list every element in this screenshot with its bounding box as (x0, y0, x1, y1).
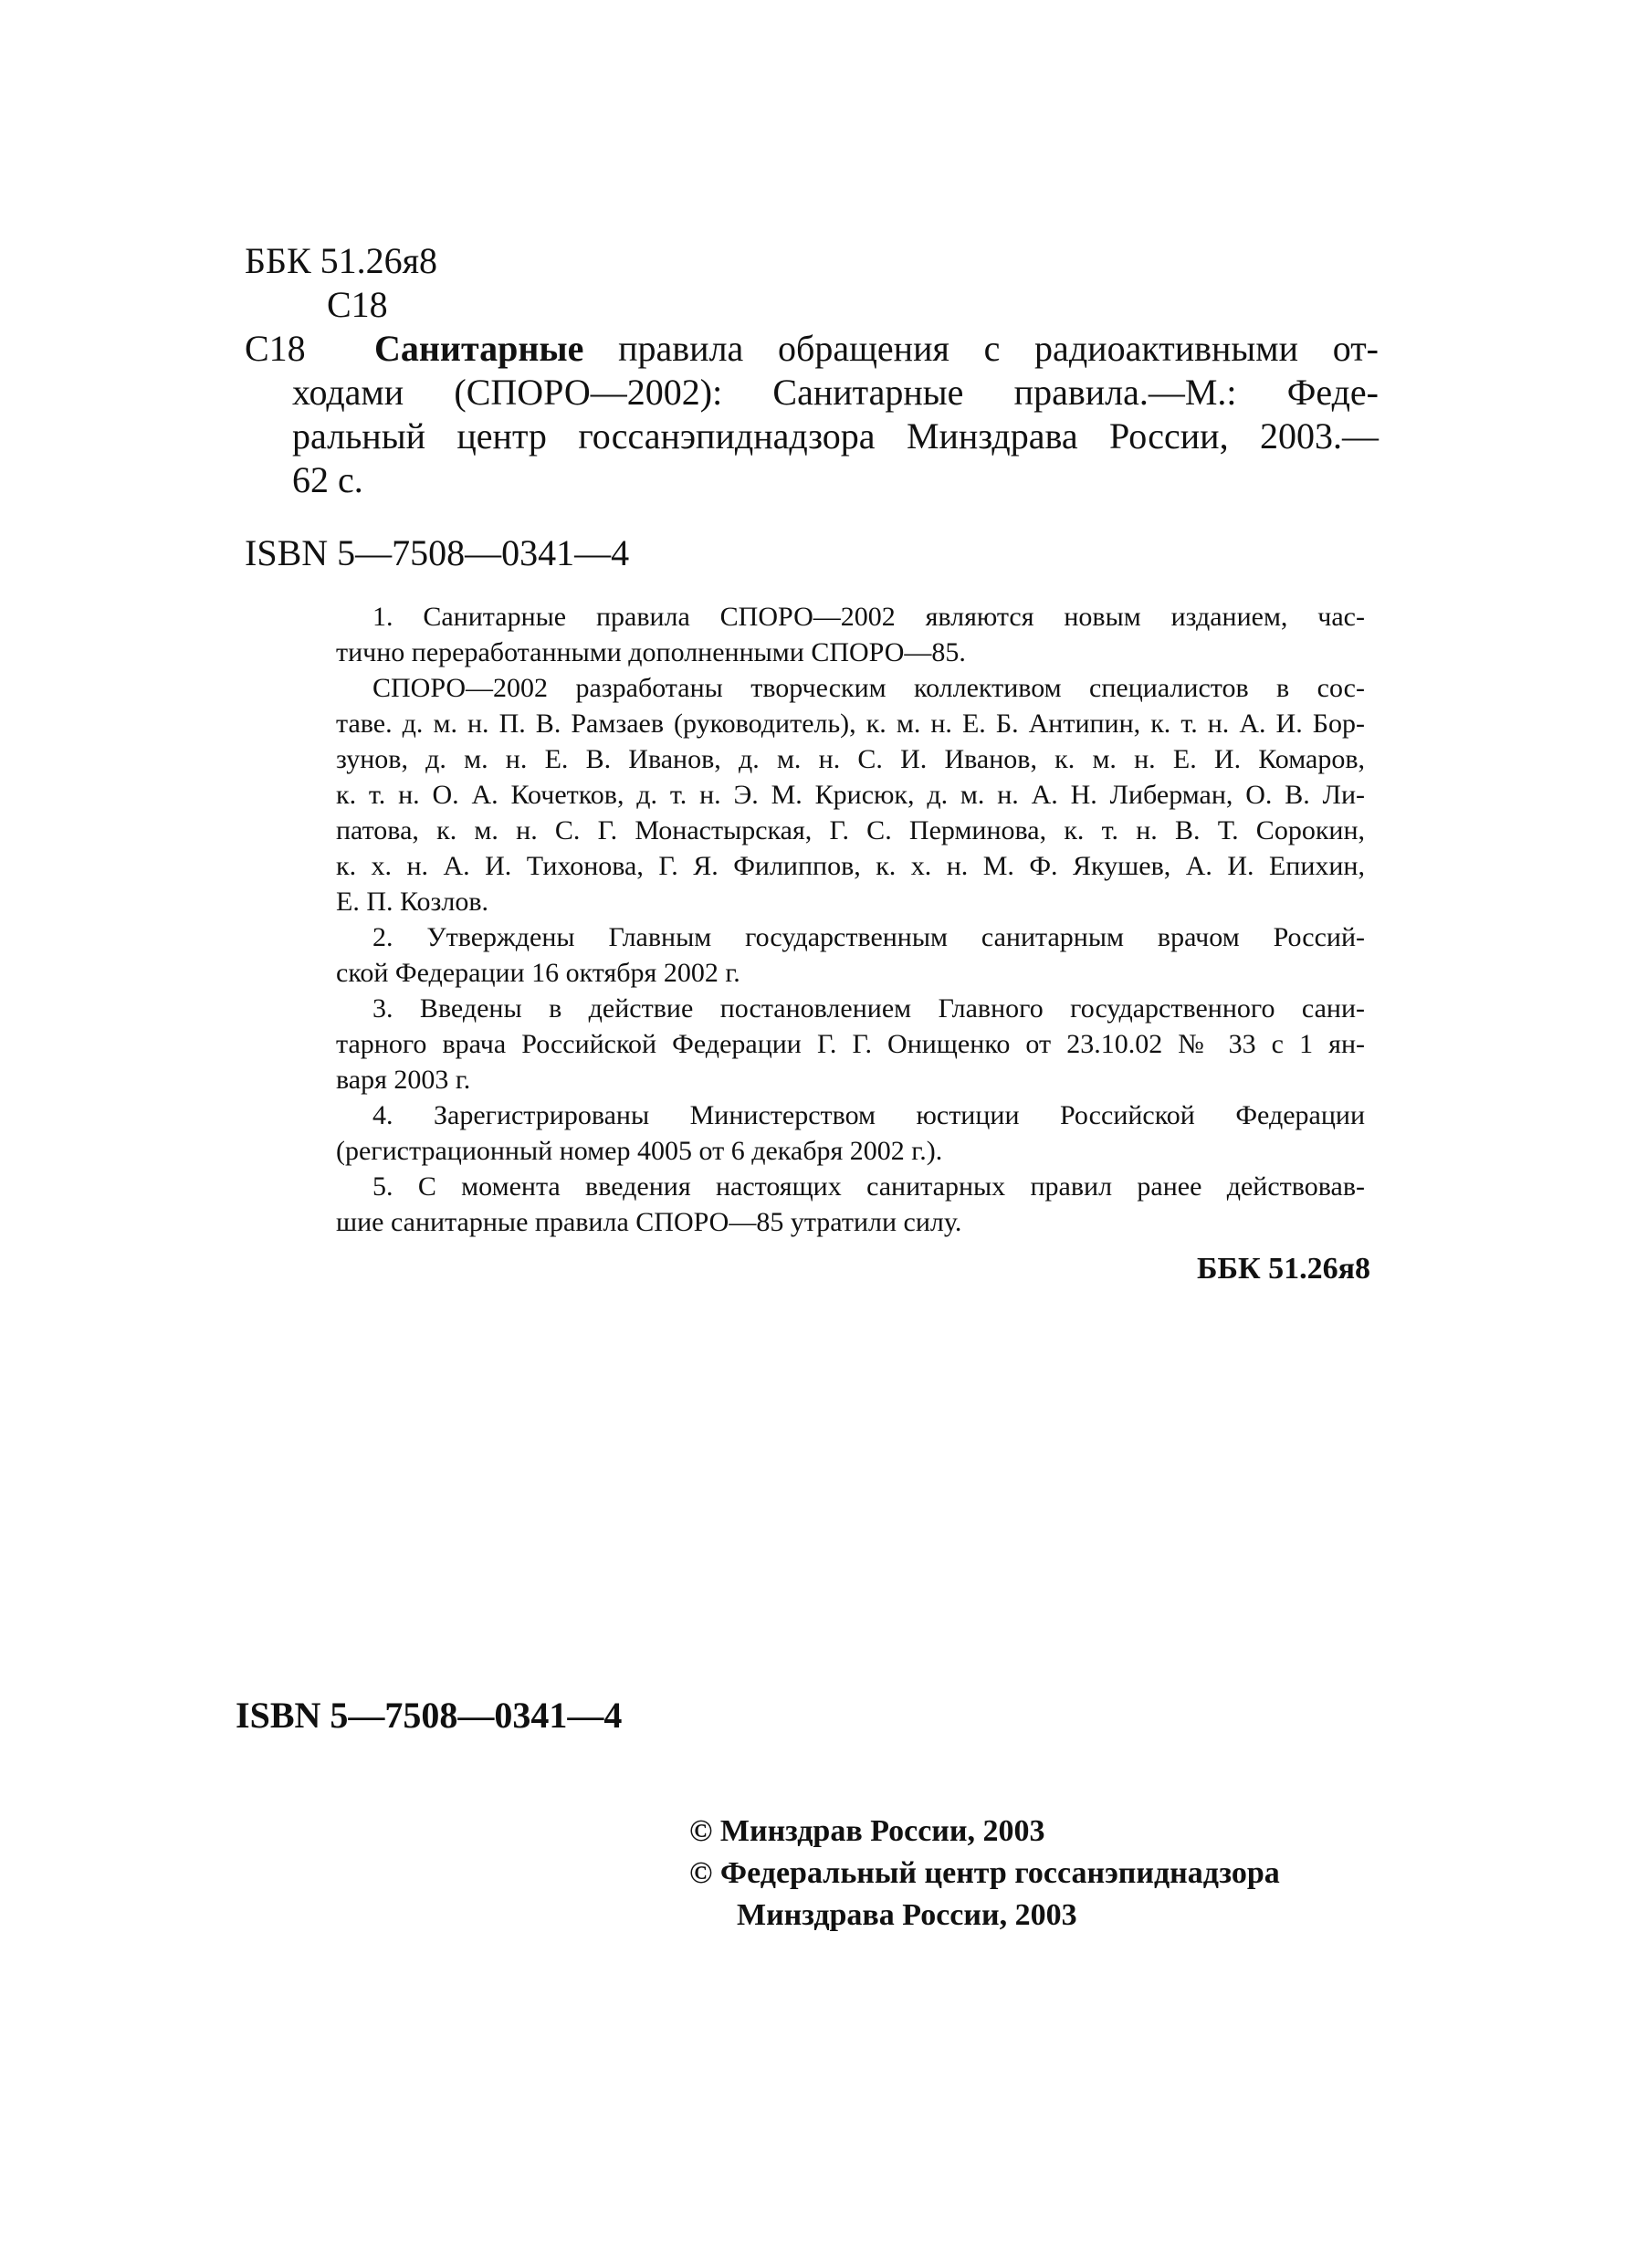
entry-title-bold: Санитарные (374, 328, 584, 369)
isbn-number: ISBN 5—7508—0341—4 (245, 532, 630, 573)
entry-line: ральный центр госсанэпиднадзора Минздрава России, 2003.— (292, 415, 1379, 457)
note-line: к. т. н. О. А. Кочетков, д. т. н. Э. М. Крисюк, д. м. н. А. Н. Либерман, О. В. Ли- (336, 780, 1365, 810)
note-line: шие санитарные правила СПОРО—85 утратили силу. (336, 1207, 962, 1237)
bbk-classification-bottom: ББК 51.26я8 (1196, 1252, 1370, 1286)
note-line: таве. д. м. н. П. В. Рамзаев (руководитель), к. м. н. Е. Б. Антипин, к. т. н. А. И. Бор- (336, 709, 1365, 739)
note-line: (регистрационный номер 4005 от 6 декабря 2002 г.). (336, 1136, 943, 1166)
entry-line: 62 с. (292, 459, 363, 500)
note-line: 1. Санитарные правила СПОРО—2002 являются новым изданием, час- (372, 602, 1365, 632)
copyright-line: © Федеральный центр госсанэпиднадзора (689, 1856, 1280, 1890)
note-line: 5. С момента введения настоящих санитарных правил ранее действовав- (372, 1171, 1365, 1202)
publication-notes (336, 599, 1365, 1240)
copyright-block (689, 1811, 1280, 1937)
note-line: ской Федерации 16 октября 2002 г. (336, 958, 740, 988)
bbk-classification: ББК 51.26я8 (245, 240, 438, 281)
isbn-number-bottom: ISBN 5—7508—0341—4 (236, 1695, 623, 1736)
entry-author-mark: С18 (245, 328, 306, 369)
note-line: патова, к. м. н. С. Г. Монастырская, Г. С. Перминова, к. т. н. В. Т. Сорокин, (336, 815, 1365, 845)
note-line: 4. Зарегистрированы Министерством юстиции Российской Федерации (372, 1100, 1365, 1130)
note-line: варя 2003 г. (336, 1065, 471, 1095)
note-line: 3. Введены в действие постановлением Главного государственного сани- (372, 993, 1365, 1024)
copyright-line: © Минздрав России, 2003 (689, 1814, 1045, 1848)
note-line: зунов, д. м. н. Е. В. Иванов, д. м. н. С. И. Иванов, к. м. н. Е. И. Комаров, (336, 744, 1365, 774)
copyright-line: Минздрава России, 2003 (737, 1898, 1077, 1932)
note-line: Е. П. Козлов. (336, 887, 488, 917)
note-line: 2. Утверждены Главным государственным санитарным врачом Россий- (372, 922, 1365, 952)
entry-description (245, 327, 1379, 502)
author-mark: С18 (327, 284, 388, 325)
note-line: к. х. н. А. И. Тихонова, Г. Я. Филиппов, к. х. н. М. Ф. Якушев, А. И. Епихин, (336, 851, 1365, 881)
entry-line: Санитарные правила обращения с радиоактивными от- (374, 328, 1379, 369)
note-line: СПОРО—2002 разработаны творческим коллективом специалистов в сос- (372, 673, 1365, 703)
entry-line: ходами (СПОРО—2002): Санитарные правила.—М.: Феде- (292, 372, 1379, 413)
note-line: тично переработанными дополненными СПОРО—85. (336, 637, 966, 667)
note-line: тарного врача Российской Федерации Г. Г. Онищенко от 23.10.02 № 33 с 1 ян- (336, 1029, 1365, 1059)
